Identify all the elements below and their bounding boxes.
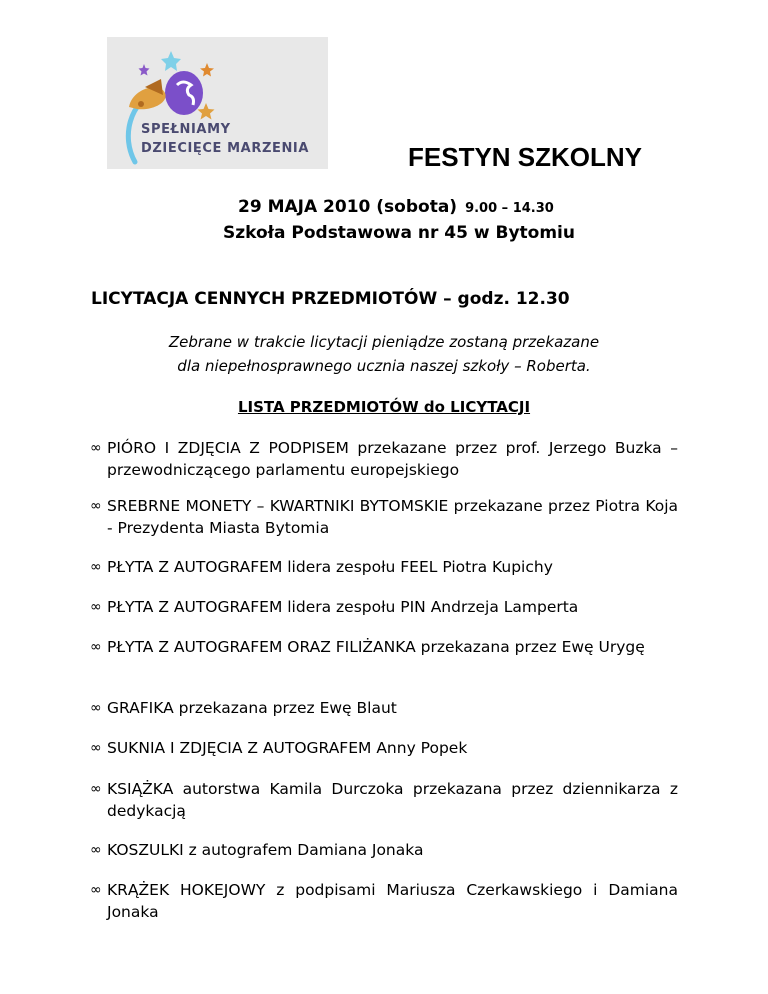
page-title: FESTYN SZKOLNY [408,142,643,172]
list-item [90,697,678,719]
list-item-text: PIÓRO I ZDJĘCIA Z PODPISEM przekazane przez prof. Jerzego Buzka – przewodniczącego parlamentu europejskiego [107,439,678,479]
list-item-text: KOSZULKI z autografem Damiana Jonaka [107,841,424,859]
list-title: LISTA PRZEDMIOTÓW do LICYTACJI [237,398,531,416]
auction-note-line2: dla niepełnosprawnego ucznia naszej szkoły – Roberta. [177,357,591,375]
list-item [90,495,678,539]
logo [107,37,328,169]
list-item-text: GRAFIKA przekazana przez Ewę Blaut [107,699,397,717]
list-item-text: PŁYTA Z AUTOGRAFEM ORAZ FILIŻANKA przekazana przez Ewę Urygę [107,638,645,656]
list-item-text: SUKNIA I ZDJĘCIA Z AUTOGRAFEM Anny Popek [107,739,468,757]
list-item [90,636,678,658]
infinity-bullet-icon: ∞ [90,639,102,655]
infinity-bullet-icon: ∞ [90,599,102,615]
list-item [90,737,678,759]
logo-text-line1: SPEŁNIAMY [141,122,231,137]
list-item-text: KRĄŻEK HOKEJOWY z podpisami Mariusza Czerkawskiego i Damiana Jonaka [107,881,678,921]
list-item-text: SREBRNE MONETY – KWARTNIKI BYTOMSKIE przekazane przez Piotra Koja - Prezydenta Miasta Bytomia [107,497,678,537]
event-date: 29 MAJA 2010 (sobota) [238,197,458,217]
list-item [90,596,678,618]
infinity-bullet-icon: ∞ [90,781,102,797]
logo-text-line2: DZIECIĘCE MARZENIA [141,141,310,156]
event-venue: Szkoła Podstawowa nr 45 w Bytomiu [223,223,575,243]
auction-heading: LICYTACJA CENNYCH PRZEDMIOTÓW – godz. 12.30 [91,289,570,309]
list-item [90,778,678,822]
list-item [90,839,678,861]
list-item [90,879,678,923]
list-item [90,437,678,481]
infinity-bullet-icon: ∞ [90,700,102,716]
list-item-text: PŁYTA Z AUTOGRAFEM lidera zespołu FEEL Piotra Kupichy [107,558,553,576]
infinity-bullet-icon: ∞ [90,559,102,575]
infinity-bullet-icon: ∞ [90,842,102,858]
infinity-bullet-icon: ∞ [90,440,102,456]
event-date-line [238,197,554,217]
event-time: 9.00 – 14.30 [465,201,554,216]
list-item [90,556,678,578]
list-item-text: KSIĄŻKA autorstwa Kamila Durczoka przekazana przez dziennikarza z dedykacją [107,780,678,820]
infinity-bullet-icon: ∞ [90,882,102,898]
auction-note-line1: Zebrane w trakcie licytacji pieniądze zostaną przekazane [168,333,600,351]
infinity-bullet-icon: ∞ [90,740,102,756]
list-item-text: PŁYTA Z AUTOGRAFEM lidera zespołu PIN Andrzeja Lamperta [107,598,579,616]
infinity-bullet-icon: ∞ [90,498,102,514]
